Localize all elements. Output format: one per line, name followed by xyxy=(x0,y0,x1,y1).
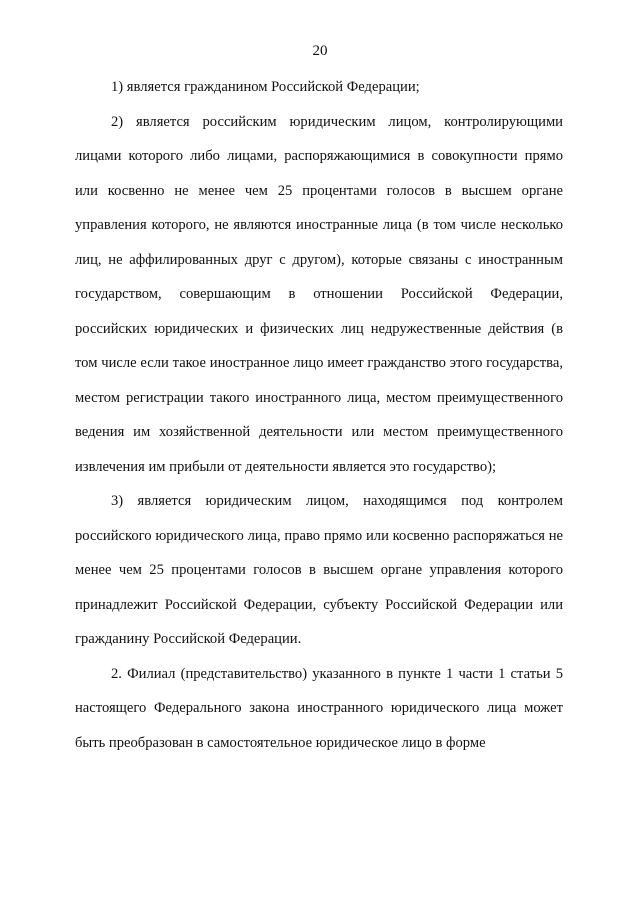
paragraph-item-1: 1) является гражданином Российской Федерации; xyxy=(111,79,420,95)
document-body xyxy=(75,70,563,760)
page-number: 20 xyxy=(312,43,328,59)
paragraph-item-2: 2) является российским юридическим лицом, контролирующими лицами которого либо лицами, распоряжающимися в совокупности прямо или косвенно не менее чем 25 процентами голосов в высшем органе управления которого, не являются иностранные лица (в том числе несколько лиц, не аффилированных друг с другом), которые связаны с иностранным государством, совершающим в отношении Российской Федерации, российских юридических и физических лиц недружественные действия (в том числе если такое иностранное лицо имеет гражданство этого государства, местом регистрации такого иностранного лица, местом преимущественного ведения им хозяйственной деятельности или местом преимущественного извлечения им прибыли от деятельности является это государство); xyxy=(75,113,563,475)
paragraph-clause-2: 2. Филиал (представительство) указанного в пункте 1 части 1 статьи 5 настоящего Федерального закона иностранного юридического лица может быть преобразован в самостоятельное юридическое лицо в форме xyxy=(75,665,563,751)
paragraph-item-3: 3) является юридическим лицом, находящимся под контролем российского юридического лица, право прямо или косвенно распоряжаться не менее чем 25 процентами голосов в высшем органе управления которого принадлежит Российской Федерации, субъекту Российской Федерации или гражданину Российской Федерации. xyxy=(75,493,563,647)
